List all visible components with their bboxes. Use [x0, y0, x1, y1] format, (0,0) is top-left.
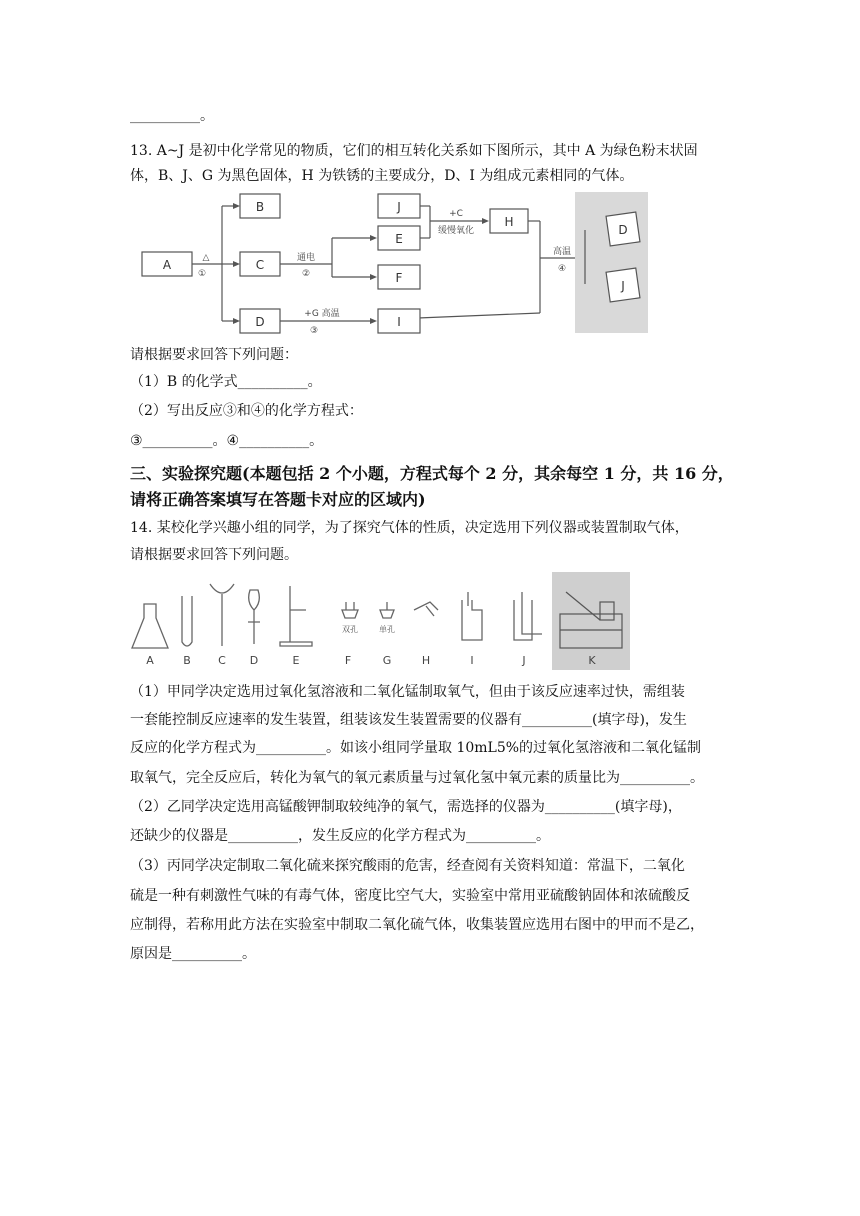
node-label-e: E — [395, 232, 403, 246]
node-label-j-product: J — [621, 279, 625, 293]
stopper-g-note: 单孔 — [379, 625, 395, 634]
q14-part3-line3: 应制得，若称用此方法在实验室中制取二氧化硫气体，收集装置应选用右图中的甲而不是乙， — [130, 917, 704, 933]
q14-part1-line2: 一套能控制反应速率的发生装置，组装该发生装置需要的仪器有__________(填字母)，发生 — [130, 712, 687, 728]
node-label-h: H — [504, 215, 514, 229]
q14-part2-line2: 还缺少的仪器是__________，发生反应的化学方程式为__________。 — [130, 828, 550, 844]
apparatus-label-e: E — [292, 654, 300, 667]
q14-part3-line1: （3）丙同学决定制取二氧化硫来探究酸雨的危害，经查阅有关资料知道：常温下，二氧化 — [130, 858, 685, 874]
node-label-d-product: D — [618, 223, 628, 237]
cond-1-top: △ — [202, 253, 210, 263]
cond-2-num: ② — [301, 269, 311, 279]
gas-bottle-icon — [462, 592, 482, 640]
q13-stem-line2: 体，B、J、G 为黑色固体，H 为铁锈的主要成分，D、I 为组成元素相同的气体。 — [130, 168, 634, 184]
q14-stem-line2: 请根据要求回答下列问题。 — [130, 547, 298, 563]
section3-heading-line1: 三、实验探究题(本题包括 2 个小题，方程式每个 2 分，其余每空 1 分，共 16 分， — [130, 464, 734, 483]
section3-heading-line2: 请将正确答案填写在答题卡对应的区域内) — [130, 490, 426, 509]
q13-prompt: 请根据要求回答下列问题： — [130, 347, 298, 363]
apparatus-label-d: D — [249, 654, 259, 667]
q13-stem-line1: 13. A~J 是初中化学常见的物质，它们的相互转化关系如下图所示，其中 A 为绿色粉末状固 — [130, 143, 698, 159]
node-label-c: C — [255, 258, 265, 272]
node-label-i: I — [397, 315, 401, 329]
conical-flask-icon — [132, 604, 168, 648]
q14-part2-line1: （2）乙同学决定选用高锰酸钾制取较纯净的氧气，需选择的仪器为__________(填字母)， — [130, 799, 682, 815]
q14-apparatus-figure — [130, 572, 630, 672]
iron-stand-icon — [280, 586, 312, 646]
apparatus-label-h: H — [421, 654, 431, 667]
single-hole-stopper-icon — [380, 602, 394, 618]
cond-3-num: ③ — [309, 326, 319, 336]
cond-h-top: +C — [449, 209, 463, 219]
long-neck-funnel-icon — [210, 584, 234, 646]
apparatus-label-f: F — [344, 654, 352, 667]
q14-part1-line4: 取氧气，完全反应后，转化为氧气的氧元素质量与过氧化氢中氧元素的质量比为__________。 — [130, 770, 704, 786]
stopper-f-note: 双孔 — [342, 625, 358, 634]
cond-h-bottom: 缓慢氧化 — [437, 226, 475, 236]
apparatus-label-k: K — [588, 654, 596, 667]
bottle-with-tube-icon — [514, 592, 542, 640]
apparatus-label-c: C — [218, 654, 226, 667]
apparatus-label-b: B — [183, 654, 191, 667]
q13-sub2: （2）写出反应③和④的化学方程式： — [130, 403, 363, 419]
apparatus-label-j: J — [522, 654, 526, 667]
q14-stem-line1: 14. 某校化学兴趣小组的同学，为了探究气体的性质，决定选用下列仪器或装置制取气体， — [130, 520, 689, 536]
node-label-b: B — [255, 200, 265, 214]
q13-conversion-diagram — [130, 188, 650, 338]
q14-part1-line1: （1）甲同学决定选用过氧化氢溶液和二氧化锰制取氧气，但由于该反应速率过快，需组装 — [130, 684, 685, 700]
separatory-funnel-icon — [248, 590, 260, 644]
cond-4-num: ④ — [557, 264, 567, 274]
apparatus-label-i: I — [470, 654, 474, 667]
node-label-j: J — [397, 200, 401, 214]
test-tube-icon — [182, 596, 192, 646]
node-label-a: A — [162, 258, 172, 272]
q14-part3-line2: 硫是一种有刺激性气味的有毒气体，密度比空气大，实验室中常用亚硫酸钠固体和浓硫酸反 — [130, 888, 690, 904]
q13-sub1: （1）B 的化学式__________。 — [130, 374, 322, 390]
previous-answer-blank: __________。 — [130, 108, 214, 124]
cond-2-top: 通电 — [296, 253, 316, 263]
q14-part1-line3: 反应的化学方程式为__________。如该小组同学量取 10mL5%的过氧化氢溶液和二氧化锰制 — [130, 740, 702, 756]
rubber-tube-icon — [414, 602, 438, 616]
q14-part3-line4: 原因是__________。 — [130, 946, 256, 962]
cond-3-top: +G 高温 — [304, 309, 340, 319]
cond-4-top: 高温 — [552, 247, 572, 257]
apparatus-label-g: G — [382, 654, 392, 667]
q13-sub2-answer: ③__________。④__________。 — [130, 433, 324, 449]
node-label-d: D — [255, 315, 265, 329]
node-label-f: F — [395, 271, 403, 285]
apparatus-label-a: A — [146, 654, 154, 667]
double-hole-stopper-icon — [342, 602, 358, 618]
cond-1-num: ① — [197, 269, 207, 279]
